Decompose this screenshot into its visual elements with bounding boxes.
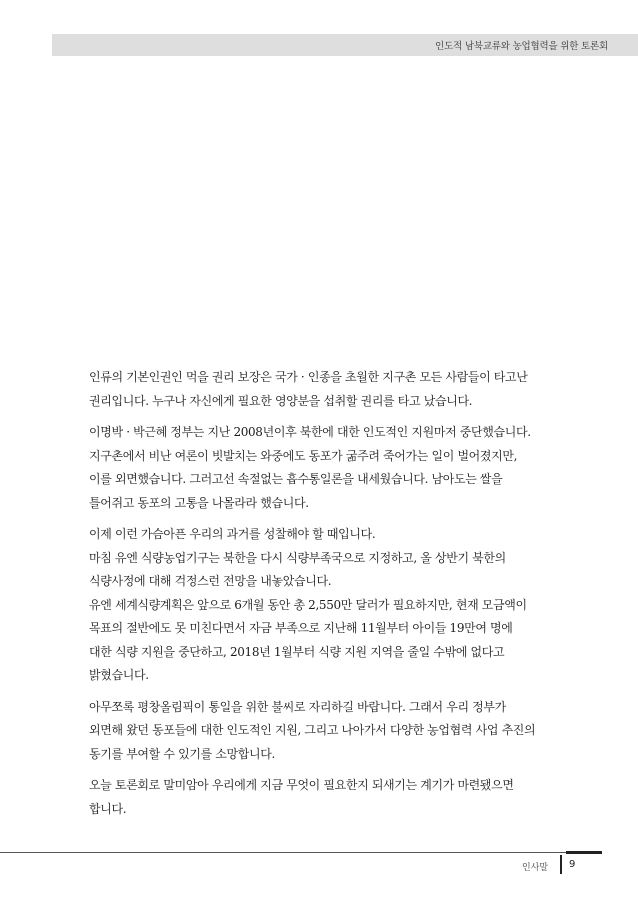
text-line: 목표의 절반에도 못 미친다면서 자금 부족으로 지난해 11월부터 아이들 19만여 명에 <box>89 621 513 635</box>
text-line: 유엔 세계식량계획은 앞으로 6개월 동안 총 2,550만 달러가 필요하지만, 현재 모금액이 <box>89 597 527 612</box>
paragraph <box>89 421 573 515</box>
text-line: 이명박 · 박근혜 정부는 지난 2008년이후 북한에 대한 인도적인 지원마저 중단했습니다. <box>89 425 531 439</box>
text-line: 틀어쥐고 동포의 고통을 나몰라라 했습니다. <box>89 495 309 510</box>
paragraph <box>89 366 573 413</box>
page-number: 9 <box>569 859 576 870</box>
text-line: 동기를 부여할 수 있기를 소망합니다. <box>89 746 275 761</box>
text-line: 합니다. <box>89 801 127 816</box>
footer-divider <box>560 855 562 874</box>
paragraph <box>89 696 573 767</box>
footer-section-label: 인사말 <box>522 863 549 873</box>
text-line: 이를 외면했습니다. 그러고선 속절없는 흡수통일론을 내세웠습니다. 남아도는 쌀을 <box>89 472 503 486</box>
text-line: 대한 식량 지원을 중단하고, 2018년 1월부터 식량 지원 지역을 줄일 수밖에 없다고 <box>89 644 505 659</box>
text-line: 권리입니다. 누구나 자신에게 필요한 영양분을 섭취할 권리를 타고 났습니다. <box>89 393 473 408</box>
text-line: 외면해 왔던 동포들에 대한 인도적인 지원, 그리고 나아가서 다양한 농업협력 사업 추진의 <box>89 723 536 737</box>
text-line: 오늘 토론회로 말미암아 우리에게 지금 무엇이 필요한지 되새기는 계기가 마련됐으면 <box>89 778 514 792</box>
paragraph <box>89 774 573 821</box>
header-title: 인도적 남북교류와 농업협력을 위한 토론회 <box>435 41 608 52</box>
text-line: 식량사정에 대해 걱정스런 전망을 내놓았습니다. <box>89 574 332 588</box>
text-line: 이제 이런 가슴아픈 우리의 과거를 성찰해야 할 때입니다. <box>89 527 376 541</box>
header-bar <box>52 34 638 56</box>
footer-rule <box>0 852 566 853</box>
text-line: 아무쪼록 평창올림픽이 통일을 위한 불씨로 자리하길 바랍니다. 그래서 우리 정부가 <box>89 699 506 714</box>
text-line: 인류의 기본인권인 먹을 권리 보장은 국가 · 인종을 초월한 지구촌 모든 사람들이 타고난 <box>89 370 528 384</box>
body-text <box>89 366 573 829</box>
text-line: 마침 유엔 식량농업기구는 북한을 다시 식량부족국으로 지정하고, 올 상반기 북한의 <box>89 550 506 565</box>
paragraph <box>89 523 573 688</box>
text-line: 지구촌에서 비난 여론이 빗발치는 와중에도 동포가 굶주려 죽어가는 일이 벌어졌지만, <box>89 448 518 463</box>
text-line: 밝혔습니다. <box>89 668 149 682</box>
footer-rule-accent <box>566 851 602 854</box>
